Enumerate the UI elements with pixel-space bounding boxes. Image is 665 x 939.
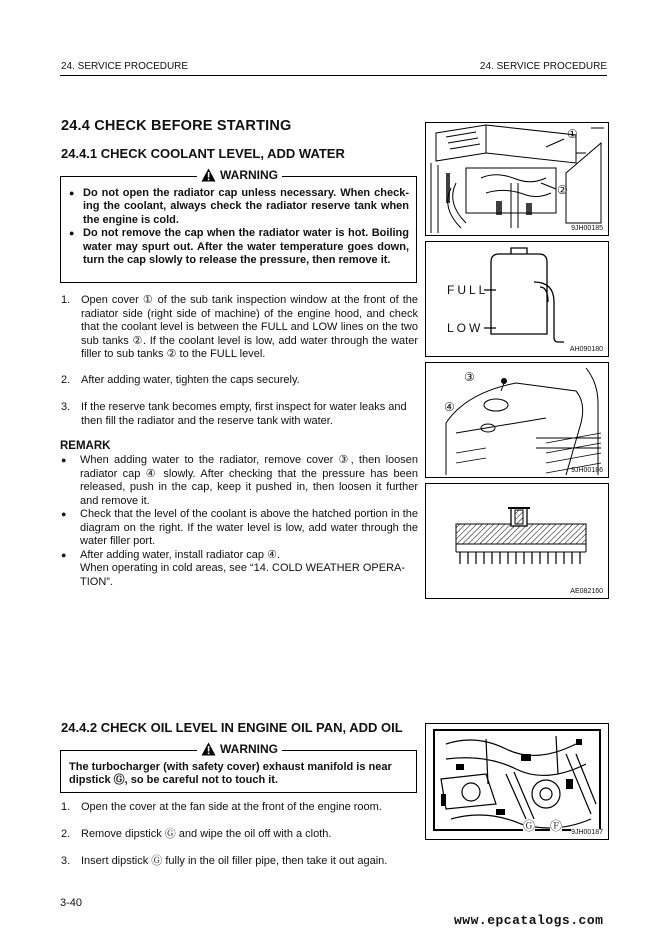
low-label: LOW (447, 321, 484, 335)
radiator-cap-drawing (426, 363, 608, 477)
warning-triangle-icon (201, 168, 216, 182)
figure-sub-tank-window (425, 122, 609, 236)
callout-f: Ⓕ (550, 819, 563, 833)
warning-triangle-icon (201, 742, 216, 756)
figure-code: 9JH00186 (571, 467, 603, 474)
oil-step-1 (61, 801, 418, 815)
step-text: Open cover ① of the sub tank inspection window at the front of the radiator side (right side of machine) of the engine hood, and check that the coolant level is between the FULL and LOW lines on the two sub tanks ②. If the coolant level is low, add water through the water filler to sub tanks ② to the FULL level. (81, 294, 418, 360)
step-number: 3. (61, 855, 71, 867)
step-number: 2. (61, 374, 71, 386)
coolant-step-3 (61, 401, 418, 428)
step-text: Insert dipstick Ⓖ fully in the oil filler pipe, then take it out again. (81, 855, 388, 867)
section-title: 24.4 CHECK BEFORE STARTING (61, 118, 292, 134)
remark-list (60, 454, 418, 589)
figure-code: 9JH00185 (571, 225, 603, 232)
subsection-title-coolant: 24.4.1 CHECK COOLANT LEVEL, ADD WATER (61, 146, 345, 161)
callout-4: ④ (444, 400, 455, 414)
figure-code: AH090180 (569, 346, 603, 353)
remark-item: ● Check that the level of the coolant is above the hatched portion in the diagram on the right. If the water level is low, add water through the water filler port. (60, 508, 418, 549)
warning-text-oil: WARNING (220, 742, 278, 756)
warning-item: ● Do not remove the cap when the radiator water is hot. Boiling water may spurt out. After the water temperature goes down, turn the cap slowly to release the pressure, then remove it. (69, 227, 409, 267)
warning-item: ● Do not open the radiator cap unless necessary. When check- ing the coolant, always check the radiator reserve tank when the engine is cold. (69, 187, 409, 227)
step-number: 1. (61, 801, 71, 813)
figure-full-low-level (425, 241, 609, 357)
figure-coolant-hatched-level (425, 483, 609, 599)
figure-radiator-cap (425, 362, 609, 478)
warning-list-coolant (69, 187, 409, 267)
warning-text-turbocharger: The turbocharger (with safety cover) exhaust manifold is near dipstick Ⓖ, so be careful not to touch it. (69, 761, 392, 787)
figure-code: 9JH00187 (571, 829, 603, 836)
header-rule (60, 75, 607, 76)
full-label: FULL (447, 283, 489, 297)
sub-tank-level-drawing (426, 242, 608, 356)
step-number: 1. (61, 294, 71, 306)
sub-tank-window-drawing (426, 123, 608, 235)
page-number: 3-40 (60, 897, 83, 909)
oil-step-2 (61, 828, 418, 842)
step-text: Open the cover at the fan side at the front of the engine room. (81, 801, 382, 813)
remark-item: ● When adding water to the radiator, remove cover ③, then loosen radiator cap ④ slowly. After checking that the pressure has been released, push in the cap, keep it pushed in, then loosen it further and remove it. (60, 454, 418, 508)
step-text: After adding water, tighten the caps securely. (81, 374, 300, 386)
figure-code: AE082160 (570, 588, 603, 595)
radiator-core-drawing (426, 484, 608, 598)
step-number: 3. (61, 401, 71, 413)
step-text: Remove dipstick Ⓖ and wipe the oil off with a cloth. (81, 828, 332, 840)
warning-label-coolant (197, 168, 282, 182)
remark-item: ● After adding water, install radiator cap ④. When operating in cold areas, see “14. COLD WEATHER OPERA- TION”. (60, 549, 418, 590)
coolant-step-2 (61, 374, 418, 388)
callout-2: ② (557, 183, 568, 197)
step-text: If the reserve tank becomes empty, first inspect for water leaks and then fill the radiator and the reserve tank with water. (81, 401, 407, 427)
figure-engine-dipstick (425, 723, 609, 840)
header-right: 24. SERVICE PROCEDURE (479, 61, 607, 72)
engine-room-drawing (426, 724, 608, 839)
warning-label-oil (197, 742, 282, 756)
header-left: 24. SERVICE PROCEDURE (61, 61, 189, 72)
coolant-step-1 (61, 294, 418, 362)
subsection-title-oil: 24.4.2 CHECK OIL LEVEL IN ENGINE OIL PAN, ADD OIL (61, 720, 403, 735)
watermark-url: www.epcatalogs.com (454, 913, 604, 928)
warning-text-coolant: WARNING (220, 168, 278, 182)
remark-title: REMARK (60, 440, 111, 452)
callout-1: ① (567, 127, 578, 141)
callout-3: ③ (464, 370, 475, 384)
callout-g: Ⓖ (523, 819, 536, 833)
step-number: 2. (61, 828, 71, 840)
oil-step-3 (61, 855, 418, 869)
